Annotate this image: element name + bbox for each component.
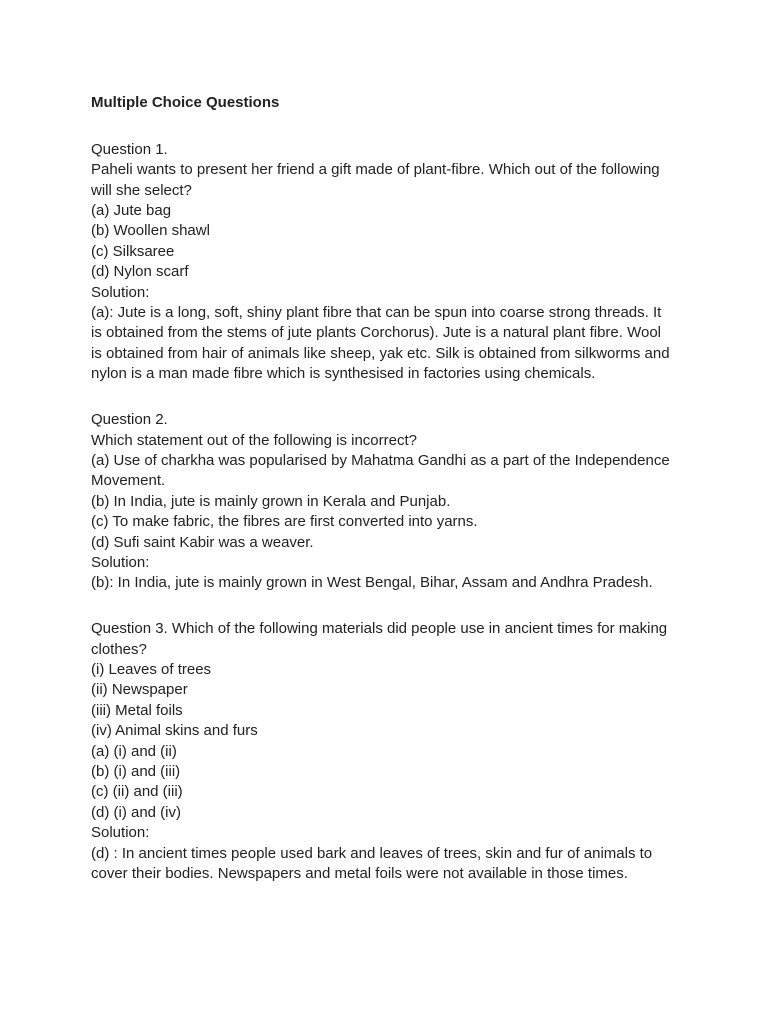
question-2-solution-label: Solution: [91,553,150,571]
question-3-text-line: clothes? [91,640,147,658]
question-2-text-line: Which statement out of the following is incorrect? [91,431,417,449]
page-title: Multiple Choice Questions [91,94,280,111]
question-1-solution-line: is obtained from the stems of jute plants Corchorus). Jute is a natural plant fibre. Wool [91,324,661,342]
question-3-block [91,619,731,884]
question-3-option-c: (c) (ii) and (iii) [91,783,183,801]
question-1-text-line: will she select? [91,181,192,199]
question-2-solution-line: (b): In India, jute is mainly grown in West Bengal, Bihar, Assam and Andhra Pradesh. [91,574,653,592]
question-3-solution-label: Solution: [91,824,150,842]
question-3-option-d: (d) (i) and (iv) [91,803,182,821]
question-1-option-c: (c) Silksaree [91,242,175,260]
question-3-option-b: (b) (i) and (iii) [91,763,181,781]
question-2-heading: Question 2. [91,411,168,429]
question-3-heading: Question 3. [91,620,168,638]
question-3-solution-line: (d) : In ancient times people used bark and leaves of trees, skin and fur of animals to [91,844,653,862]
option-text-line: Movement. [91,472,166,490]
question-3-text-line: Which of the following materials did people use in ancient times for making [171,620,668,638]
question-1-option-b: (b) Woollen shawl [91,222,210,240]
question-1-option-a: (a) Jute bag [91,202,172,220]
option-text-line: (a) Use of charkha was popularised by Mahatma Gandhi as a part of the Independence [91,451,670,469]
question-3-item-ii: (ii) Newspaper [91,681,188,699]
question-1-solution-line: (a): Jute is a long, soft, shiny plant fibre that can be spun into coarse strong threads. It [91,304,662,322]
question-3-item-i: (i) Leaves of trees [91,661,212,679]
question-3-item-iv: (iv) Animal skins and furs [91,722,258,740]
question-2-block [91,410,731,594]
document-page [91,93,731,910]
question-2-option-a [91,451,731,492]
question-1-heading: Question 1. [91,140,168,158]
question-1-text-line: Paheli wants to present her friend a gift made of plant-fibre. Which out of the following [91,161,660,179]
question-1-solution-line: is obtained from hair of animals like sheep, yak etc. Silk is obtained from silkworms and [91,344,670,362]
question-2-option-b: (b) In India, jute is mainly grown in Kerala and Punjab. [91,492,451,510]
question-1-block [91,140,731,385]
question-1-option-d: (d) Nylon scarf [91,263,189,281]
question-1-solution-line: nylon is a man made fibre which is synthesised in factories using chemicals. [91,365,596,383]
question-1-solution-label: Solution: [91,283,150,301]
question-3-heading-line [91,619,731,639]
question-2-option-d: (d) Sufi saint Kabir was a weaver. [91,533,314,551]
question-2-option-c: (c) To make fabric, the fibres are first converted into yarns. [91,513,478,531]
question-3-option-a: (a) (i) and (ii) [91,742,177,760]
question-3-solution-line: cover their bodies. Newspapers and metal foils were not available in those times. [91,864,628,882]
question-3-item-iii: (iii) Metal foils [91,701,183,719]
